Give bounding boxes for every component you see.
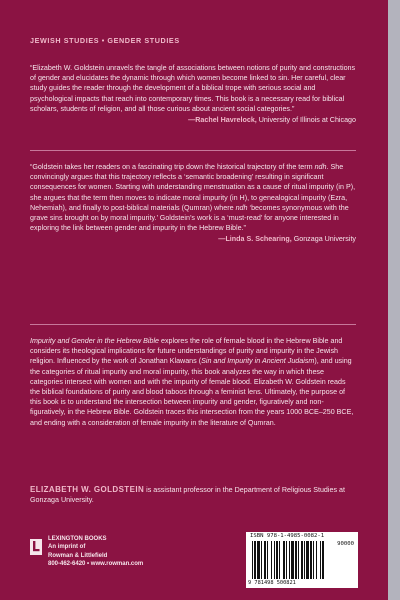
review-quote: “Elizabeth W. Goldstein unravels the tangle of associations between notions of purity and constructions of gender and elucidates the dynamic through which women become linked to sin. Her careful, clear study guides the reader through the development of a biblical trope with serious social and psychological impacts that reach into contemporary times. This book is a necessary read for biblical scholars, students of religion, and all those curious about ancient social categories.” — [30, 64, 356, 113]
review-attribution — [30, 115, 356, 125]
isbn-text: ISBN 978-1-4985-0082-1 — [250, 533, 325, 539]
review-term: ndh — [314, 163, 327, 171]
barcode — [246, 532, 358, 588]
price-code: 90000 — [337, 541, 354, 547]
cited-work-title: Sin and Impurity in Ancient Judaism — [201, 357, 315, 366]
publisher-imprint-line: An imprint of — [48, 544, 86, 551]
description-text: ), and using the categories of ritual impurity and moral impurity, this book analyzes the way in which these categories intersect with women and with the impurity of female blood. Elizabeth W. Goldstein reads the biblical foundations of purity and blood taboos through a feminist lens. Ultimately, the purpose of this book is to understand the intersection between impurity and gender, figuratively and non-figuratively, in the Hebrew Bible. Goldstein traces this intersection from the years 1000 BCE–250 BCE, and ending with a consideration of female impurity in the literature of Qumran. — [30, 357, 354, 427]
spine-edge — [388, 0, 400, 600]
review-schearing — [30, 162, 356, 245]
review-quote-part: . She convincingly argues that this trajectory reflects a ‘semantic broadening’ resulting in significant consequences for women. Starting with understanding menstruation as a cause of ritual impurity (in P), she argues that the term then moves to indicate moral impurity (in H), to genealogical impurity (Ezra, Nehemiah), and finally to post-biblical materials (Qumran) where — [30, 163, 356, 212]
review-term: ndh — [235, 203, 248, 212]
publisher-parent: Rowman & Littlefield — [48, 552, 108, 559]
publisher-info — [48, 535, 143, 568]
description-text: explores the role of female blood in the Hebrew Bible and considers its theological implications for future understandings of purity and impurity in the Jewish religion. Influenced by the work of Jonathan Klawans ( — [30, 337, 343, 366]
reviewer-affiliation: University of Illinois at Chicago — [258, 116, 356, 125]
category-line: JEWISH STUDIES • GENDER STUDIES — [30, 36, 180, 45]
author-bio — [30, 485, 356, 505]
publisher-name: LEXINGTON BOOKS — [48, 536, 107, 542]
reviewer-name: —Rachel Havrelock, — [188, 116, 257, 125]
publisher-contact: 800-462-6420 • www.rowman.com — [48, 560, 144, 567]
review-quote-part: ‘becomes synonymous with the grave sins brought on by moral impurity.’ Goldstein’s work is a ‘must-read’ for anyone interested in exploring the link between gender and impurity in the Hebrew Bible.” — [30, 203, 349, 233]
author-name: ELIZABETH W. GOLDSTEIN — [30, 485, 145, 494]
review-attribution — [30, 234, 356, 244]
lexington-logo-icon — [30, 539, 42, 555]
publisher-block — [30, 535, 180, 577]
reviewer-affiliation: Gonzaga University — [293, 235, 356, 244]
barcode-bars — [250, 541, 354, 579]
divider — [30, 324, 356, 325]
barcode-digits: 9 781498 500821 — [248, 580, 296, 586]
book-description — [30, 336, 356, 428]
review-quote-part: “Goldstein takes her readers on a fascinating trip down the historical trajectory of the term — [30, 163, 315, 171]
author-bio-text: is assistant professor in the Department of Religious Studies at Gonzaga University. — [30, 486, 345, 505]
book-title: Impurity and Gender in the Hebrew Bible — [30, 337, 159, 345]
review-havrelock — [30, 63, 356, 125]
divider — [30, 150, 356, 151]
reviewer-name: —Linda S. Schearing, — [218, 235, 292, 244]
